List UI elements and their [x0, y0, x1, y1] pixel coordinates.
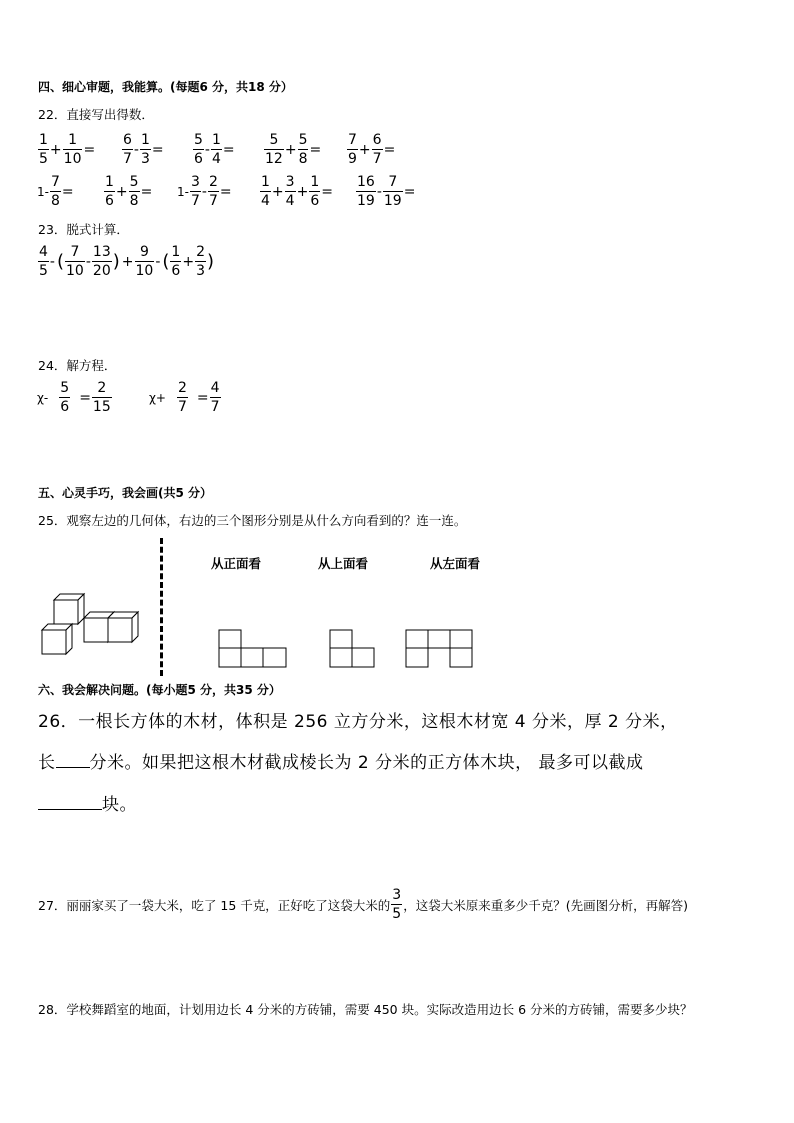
- question-27: 27．丽丽家买了一袋大米，吃了 15 千克，正好吃了这袋大米的 3 5 ，这袋大米原来重多少千克？(先画图分析，再解答): [38, 887, 688, 922]
- question-25-label: 25．观察左边的几何体，右边的三个图形分别是从什么方向看到的？连一连。: [38, 513, 467, 528]
- section-5-title: 五、心灵手巧，我会画(共5 分）: [38, 486, 213, 500]
- q22-expr-10: 16 19 - $\frac{7}{19}$ =: [357, 174, 416, 209]
- view-shape-2: [329, 629, 377, 669]
- q22-expr-6: 1- $\frac{7}{8}$ =: [37, 174, 74, 209]
- view-label-front: 从正面看: [211, 556, 262, 571]
- q22-expr-1: 1 5 + $\frac{1}{10}$ =: [39, 132, 96, 167]
- q23-expression: 4 5 - ( 7 10 - 13 20 ) + $\frac{9}{10}$ - ( 1 6 + $\frac{2}{3}$ ): [39, 244, 215, 279]
- view-shape-1: [218, 629, 288, 669]
- q22-expr-4: 5 12 + $\frac{5}{8}$ =: [265, 132, 322, 167]
- question-22-label: 22．直接写出得数．: [38, 107, 154, 122]
- cube-solid-figure: [40, 592, 140, 672]
- question-26-line-1: 26．一根长方体的木材，体积是 256 立方分米，这根木材宽 4 分米，厚 2 分米，: [38, 712, 678, 732]
- question-23-label: 23．脱式计算．: [38, 222, 129, 237]
- q22-expr-7: 1 6 + $\frac{5}{8}$ =: [105, 174, 153, 209]
- q24-equation-2: χ+ $\frac{2}{7}$ = $\frac{4}{7}$: [149, 380, 220, 415]
- q22-expr-3: 5 6 - $\frac{1}{4}$ =: [194, 132, 235, 167]
- question-24-label: 24．解方程．: [38, 358, 117, 373]
- q22-expr-5: 7 9 + $\frac{6}{7}$ =: [348, 132, 396, 167]
- dashed-divider: [160, 538, 163, 676]
- view-shape-3: [405, 629, 475, 669]
- q22-expr-8: 1- 3 7 - $\frac{2}{7}$ =: [177, 174, 232, 209]
- q22-expr-2: 6 7 - $\frac{1}{3}$ =: [123, 132, 164, 167]
- view-label-left: 从左面看: [430, 556, 481, 571]
- q22-expr-9: 1 4 + $\frac{3}{4}$ + $\frac{1}{6}$ =: [261, 174, 333, 209]
- question-26-line-2: 长 分米。如果把这根木材截成棱长为 2 分米的正方体木块， 最多可以截成: [38, 753, 644, 773]
- section-6-title: 六、我会解决问题。(每小题5 分，共35 分）: [38, 683, 281, 697]
- question-26-line-3: 块。: [38, 784, 137, 826]
- view-label-top: 从上面看: [318, 556, 369, 571]
- q24-equation-1: χ- $\frac{5}{6}$ = $\frac{2}{15}$: [37, 380, 111, 415]
- section-4-title: 四、细心审题，我能算。(每题6 分，共18 分）: [38, 80, 293, 94]
- question-28: 28．学校舞蹈室的地面，计划用边长 4 分米的方砖铺，需要 450 块。实际改造用边长 6 分米的方砖铺，需要多少块？: [38, 1002, 693, 1017]
